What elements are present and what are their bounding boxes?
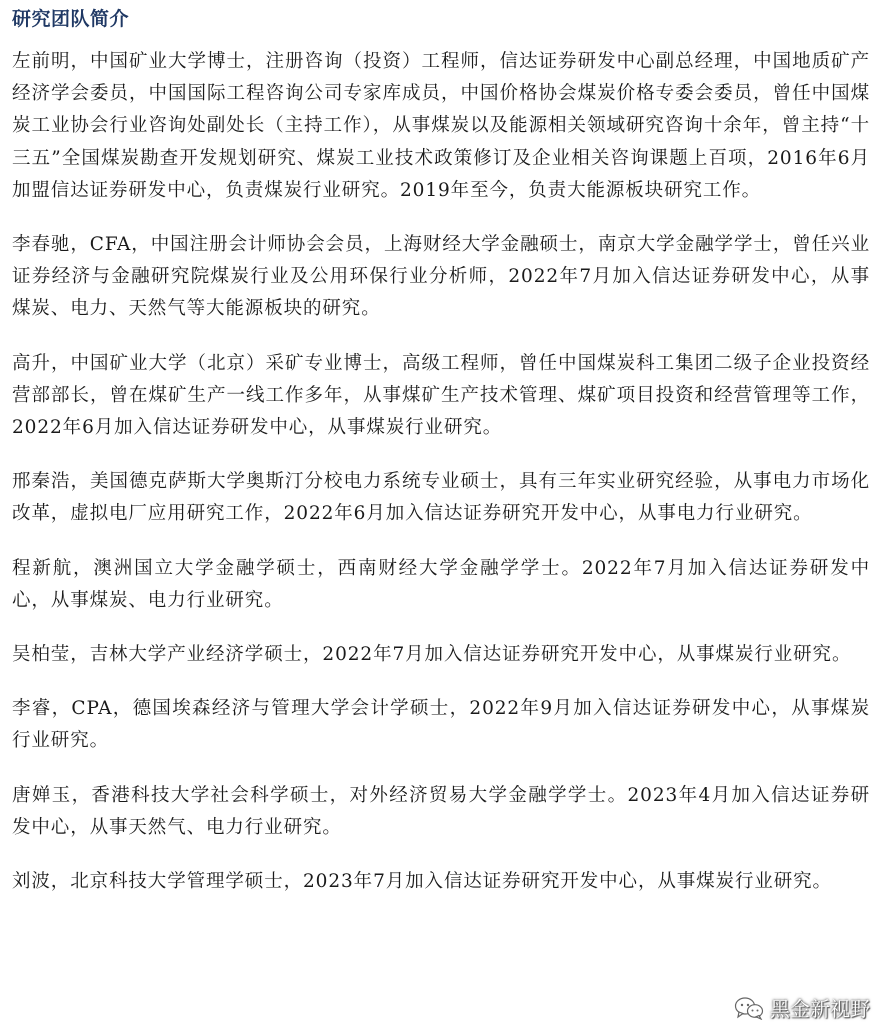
bio-gao-sheng: 高升，中国矿业大学（北京）采矿专业博士，高级工程师，曾任中国煤炭科工集团二级子企业投资经营部部长，曾在煤矿生产一线工作多年，从事煤矿生产技术管理、煤矿项目投资和经营管理等工作，2022年6月加入信达证券研发中心，从事煤炭行业研究。 (12, 352, 870, 439)
bio-cheng-xinhang: 程新航，澳洲国立大学金融学硕士，西南财经大学金融学学士。2022年7月加入信达证券研发中心，从事煤炭、电力行业研究。 (12, 557, 870, 611)
bio-zuo-qianming: 左前明，中国矿业大学博士，注册咨询（投资）工程师，信达证券研发中心副总经理，中国地质矿产经济学会委员，中国国际工程咨询公司专家库成员，中国价格协会煤炭价格专委会委员，曾任中国煤炭工业协会行业咨询处副处长（主持工作），从事煤炭以及能源相关领域研究咨询十余年，曾主持“十三五”全国煤炭勘查开发规划研究、煤炭工业技术政策修订及企业相关咨询课题上百项，2016年6月加盟信达证券研发中心，负责煤炭行业研究。2019年至今，负责大能源板块研究工作。 (12, 51, 870, 201)
bio-wu-baiying: 吴柏莹，吉林大学产业经济学硕士，2022年7月加入信达证券研究开发中心，从事煤炭行业研究。 (12, 644, 852, 666)
bio-li-rui: 李睿，CPA，德国埃森经济与管理大学会计学硕士，2022年9月加入信达证券研发中心，从事煤炭行业研究。 (12, 698, 870, 752)
bio-tang-chanyu: 唐婵玉，香港科技大学社会科学硕士，对外经济贸易大学金融学学士。2023年4月加入信达证券研发中心，从事天然气、电力行业研究。 (12, 784, 870, 838)
wechat-icon (734, 996, 764, 1020)
watermark (734, 993, 870, 1022)
bio-xing-qinhao: 邢秦浩，美国德克萨斯大学奥斯汀分校电力系统专业硕士，具有三年实业研究经验，从事电力市场化改革，虚拟电厂应用研究工作，2022年6月加入信达证券研究开发中心，从事电力行业研究。 (12, 471, 870, 525)
watermark-text: 黑金新视野 (770, 997, 870, 1021)
bio-list (12, 46, 870, 920)
bio-li-chunchi: 李春驰，CFA，中国注册会计师协会会员，上海财经大学金融硕士，南京大学金融学学士，曾任兴业证券经济与金融研究院煤炭行业及公用环保行业分析师，2022年7月加入信达证券研发中心，从事煤炭、电力、天然气等大能源板块的研究。 (12, 234, 870, 320)
bio-liu-bo: 刘波，北京科技大学管理学硕士，2023年7月加入信达证券研究开发中心，从事煤炭行业研究。 (12, 871, 832, 893)
section-title: 研究团队简介 (12, 8, 130, 30)
